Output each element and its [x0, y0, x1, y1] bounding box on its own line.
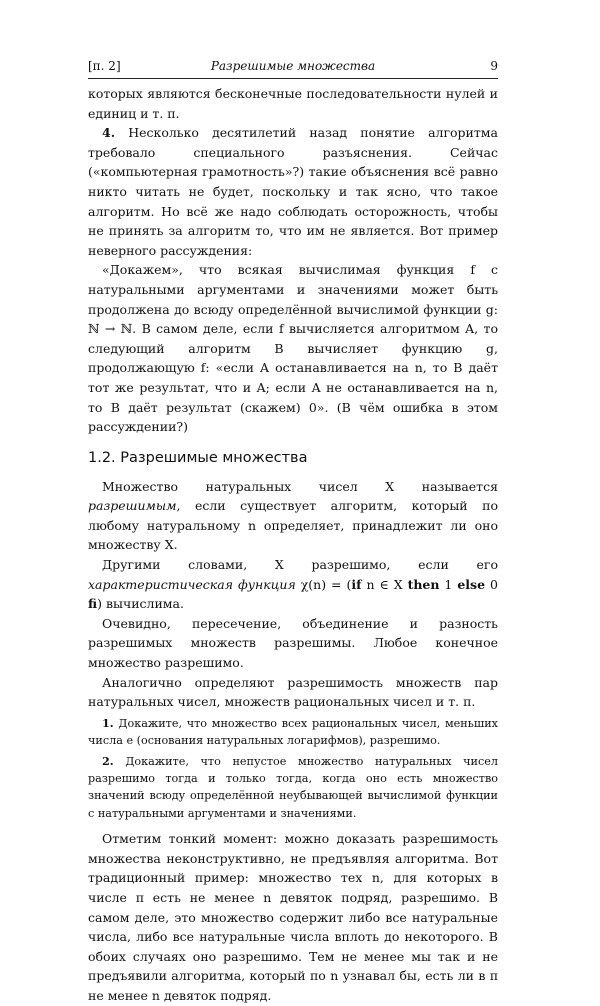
exercise-1-text: Докажите, что множество всех рациональных чисел, меньших числа e (основания натуральных логарифмов), разрешимо. — [88, 716, 498, 748]
definition-text-end: , если существует алгоритм, который по любому натуральному n определяет, принадлежит ли оно множеству X. — [88, 498, 498, 553]
section-title: Разрешимые множества — [120, 449, 308, 466]
running-header — [88, 56, 498, 76]
section-heading — [88, 445, 498, 471]
paragraph-false-proof: «Докажем», что всякая вычислимая функция f с натуральными аргументами и значениями может быть продолжена до всюду определённой вычислимой функции g: ℕ → ℕ. В самом деле, если f вычисляется алгоритмом A, то следующий алгоритм B вычисляет функцию g, продолжающую f: «если A останавливается на n, то B даёт тот же результат, что и A; если A не останавливается на n, то B даёт результат (скажем) 0». (В чём ошибка в этом рассуждении?) — [88, 262, 498, 435]
keyword-then: then — [407, 576, 440, 592]
formula-part: 1 — [439, 576, 458, 592]
exercise-2 — [88, 753, 498, 823]
item-number: 4. — [102, 125, 116, 141]
char-text-start: Другими словами, X разрешимо, если его — [102, 557, 498, 573]
paragraph-characteristic-function — [88, 555, 498, 614]
term-characteristic-function: характеристическая функция — [88, 576, 296, 592]
char-text-end: вычислима. — [101, 596, 184, 612]
exercise-1 — [88, 715, 498, 750]
paragraph-nonconstructive: Отметим тонкий момент: можно доказать разрешимость множества неконструктивно, не предъявляя алгоритма. Вот традиционный пример: множество тех n, для которых в числе π есть не менее n девяток подряд, разрешимо. В самом деле, это множество содержит либо все натуральные числа, либо все натуральные числа вплоть до некоторого. В обоих случаях оно разрешимо. Тем не менее мы так и не предъявили алгоритма, который по n узнавал бы, есть ли в π не менее n девяток подряд. — [88, 831, 498, 1003]
keyword-if: if — [351, 576, 362, 592]
item-4-text: Несколько десятилетий назад понятие алгоритма требовало специального разъяснения. Сейчас («компьютерная грамотность»?) такие объяснения всё равно никто читать не будет, поскольку и так ясно, что такое алгоритм. Но всё же надо соблюдать осторожность, чтобы не принять за алгоритм то, что им не является. Вот пример неверного рассуждения: — [88, 125, 498, 258]
paragraph-item-4 — [88, 123, 498, 260]
section-number: 1.2. — [88, 449, 116, 466]
header-running-title: Разрешимые множества — [210, 59, 376, 73]
paragraph-continuation: которых являются бесконечные последовательности нулей и единиц и т. п. — [88, 86, 498, 121]
body-text — [88, 84, 498, 1006]
header-page-number: 9 — [490, 59, 498, 73]
formula-part: 0 — [485, 576, 498, 592]
keyword-fi: fi — [88, 596, 98, 612]
paragraph-analogous: Аналогично определяют разрешимость множеств пар натуральных чисел, множеств рациональных чисел и т. п. — [88, 674, 498, 710]
exercise-2-number: 2. — [102, 753, 114, 768]
header-section-ref: [п. 2] — [88, 59, 121, 73]
term-decidable: разрешимым — [88, 498, 177, 514]
exercise-2-text: Докажите, что непустое множество натуральных чисел разрешимо тогда и только тогда, когда оно есть множество значений всюду определённой неубывающей вычислимой функции с натуральными аргументами и значениями. — [88, 754, 498, 820]
formula-part: ) — [97, 596, 102, 612]
header-rule — [88, 78, 498, 79]
exercise-1-number: 1. — [102, 715, 114, 730]
paragraph-closure: Очевидно, пересечение, объединение и разность разрешимых множеств разрешимы. Любое конечное множество разрешимо. — [88, 615, 498, 671]
formula-part: χ(n) = ( — [300, 576, 352, 592]
keyword-else: else — [457, 576, 486, 592]
paragraph-definition — [88, 477, 498, 555]
formula-part: n ∈ X — [361, 576, 408, 592]
definition-text-start: Множество натуральных чисел X называется — [102, 478, 498, 494]
